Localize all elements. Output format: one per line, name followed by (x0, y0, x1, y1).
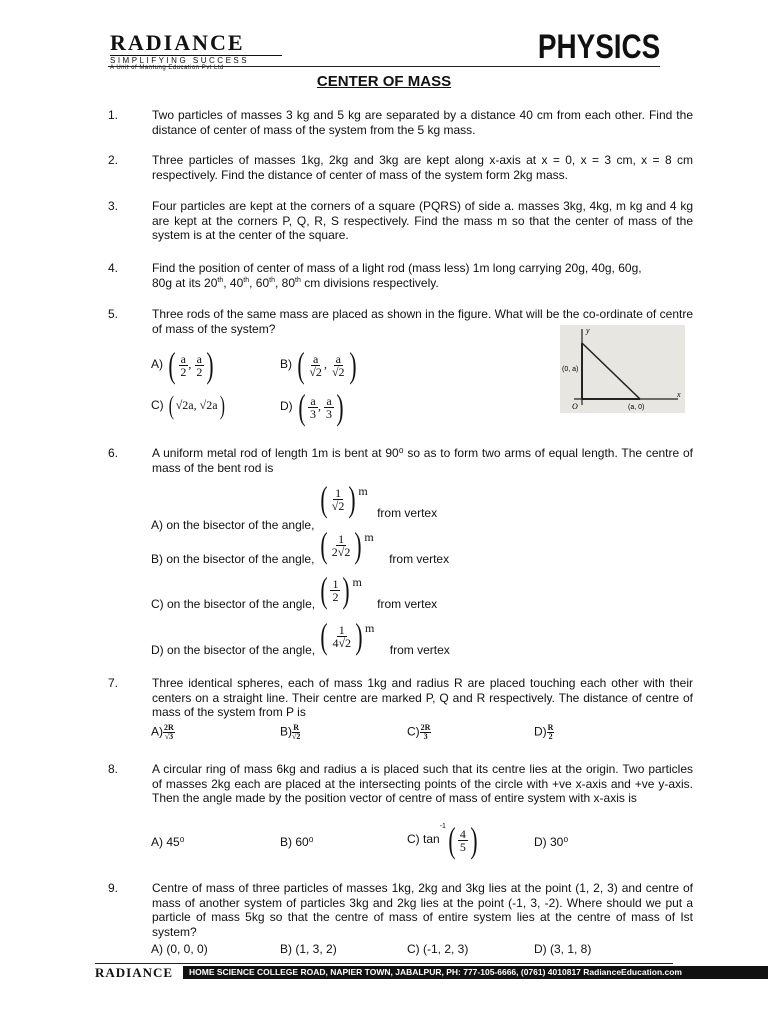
q8-option-b: B) 60⁰ (280, 835, 314, 849)
logo-tagline: SIMPLIFYING SUCCESS (110, 55, 282, 65)
question-number: 3. (108, 199, 119, 213)
q5-option-b: B) ( $\frac{a}{√2}$ , $\frac{a}{√2}$ ) (280, 345, 357, 385)
right-paren: ) (206, 345, 214, 385)
option-label: A) on the bisector of the angle, (151, 518, 315, 532)
header-divider (108, 66, 660, 67)
question-text: A circular ring of mass 6kg and radius a is placed such that its centre lies at the origin. Two particles of masses 2kg each are placed at the intersecting points of the circle with +ve x-axis and +ve y-axis. Then the angle made by the position vector of centre of mass of entire system with x-axis is (152, 762, 693, 805)
q7-option-a (151, 724, 175, 741)
x-axis-label: x (677, 390, 681, 399)
q5-option-d: D) ( $\frac{a}{3}$ , $\frac{a}{3}$ ) (280, 387, 344, 427)
fraction: $\frac{a}{√2}$ (309, 351, 322, 379)
logo-text: RADIANCE (110, 30, 245, 55)
option-label: A) (151, 724, 163, 739)
right-paren: ) (348, 345, 357, 385)
right-paren: ) (342, 570, 351, 610)
y-axis-label: y (586, 326, 590, 335)
option-label: C) on the bisector of the angle, (151, 597, 316, 612)
right-paren: ) (336, 387, 344, 427)
q4-th: th (217, 276, 224, 284)
subject-heading: PHYSICS (537, 28, 660, 66)
question-text: Three rods of the same mass are placed as shown in the figure. What will be the co-ordinate of centre of mass of the system? (152, 307, 693, 336)
q4-b: 40 (229, 275, 244, 290)
fraction: $\frac{2R}{3}$ (420, 723, 431, 741)
question-8 (108, 762, 693, 806)
footer (95, 965, 682, 980)
fraction: $\frac{1}{4√2}$ (332, 622, 352, 650)
left-paren: ( (320, 570, 329, 610)
question-1 (108, 108, 693, 137)
q9-option-b: B) (1, 3, 2) (280, 942, 337, 956)
q4-post: cm divisions respectively. (300, 275, 439, 290)
question-text: Find the position of center of mass of a light rod (mass less) 1m long carrying 20g, 40g, 60g, 80g at its 20th, 40th, 60th, 80th cm divisions respectively. (152, 261, 642, 290)
rods-figure (560, 325, 685, 413)
option-suffix: from vertex (377, 597, 438, 612)
fraction: $\frac{1}{√2}$ (331, 485, 345, 513)
left-paren: ( (320, 525, 328, 565)
q4-th: th (243, 276, 250, 284)
option-label: D) (280, 399, 293, 414)
origin-label: O (572, 402, 578, 411)
q6-option-b: B) on the bisector of the angle, ( $\frac{1}{2√2}$ ) m from vertex (151, 525, 450, 567)
left-paren: ( (168, 391, 174, 420)
question-9 (108, 881, 693, 939)
question-text: Centre of mass of three particles of masses 1kg, 2kg and 3kg lies at the point (1, 2, 3) and centre of mass of another system of particles 3kg and 2kg lies at the point (-1, 3, -2). Where should we put a particle of mass 5kg so that the centre of mass of entire system lies at the centre of mass of Ist system? (152, 881, 693, 939)
question-2 (108, 153, 693, 182)
q6-option-d: D) on the bisector of the angle, ( $\frac{1}{4√2}$ ) m from vertex (151, 616, 450, 658)
option-label: B) (280, 357, 292, 372)
question-number: 4. (108, 261, 119, 275)
footer-address: HOME SCIENCE COLLEGE ROAD, NAPIER TOWN, JABALPUR, PH: 777-105-6666, (0761) 4010817 RadianceEducation.com (183, 966, 768, 979)
right-paren: ) (219, 391, 225, 420)
footer-divider (95, 963, 673, 964)
point-x-label: (a, 0) (628, 404, 645, 411)
question-number: 7. (108, 676, 119, 690)
q5-option-c: C) ( √2a, √2a) (151, 391, 225, 420)
fraction: $\frac{R}{√2}$ (292, 723, 301, 741)
option-label: D) (534, 724, 547, 739)
q6-option-c: C) on the bisector of the angle, ( $\frac{1}{2}$ ) m from vertex (151, 570, 438, 612)
fraction: $\frac{a}{3}$ (326, 393, 333, 421)
question-number: 2. (108, 153, 119, 167)
fraction: $\frac{2R}{√3}$ (164, 723, 174, 741)
fraction: $\frac{1}{2}$ (332, 576, 339, 604)
option-suffix: from vertex (389, 643, 450, 658)
q4-a: 20 (204, 275, 218, 290)
q7-option-d (534, 724, 554, 741)
option-label: C) (151, 398, 164, 413)
right-paren: ) (354, 525, 362, 565)
q8-option-c (407, 822, 480, 858)
question-number: 8. (108, 762, 119, 776)
option-label: B) on the bisector of the angle, (151, 552, 315, 567)
page-title: CENTER OF MASS (316, 73, 452, 90)
option-label: C) (407, 724, 420, 739)
option-label: C) tan (407, 832, 440, 847)
right-paren: ) (348, 479, 356, 519)
question-3 (108, 199, 693, 243)
question-text: Three particles of masses 1kg, 2kg and 3kg are kept along x-axis at x = 0, x = 3 cm, x = 8 cm respectively. Find the distance of center of mass of the system form 2kg mass. (152, 153, 693, 182)
question-text: A uniform metal rod of length 1m is bent at 90⁰ so as to form two arms of equal length. The centre of mass of the bent rod is (152, 446, 693, 475)
q9-option-c: C) (-1, 2, 3) (407, 942, 469, 956)
q9-option-d: D) (3, 1, 8) (534, 942, 592, 956)
q4-line-1: Find the position of center of mass of a light rod (mass less) 1m long carrying 20g, 40g, 60g, (152, 261, 642, 275)
left-paren: ( (320, 616, 329, 656)
option-suffix: from vertex (389, 552, 450, 567)
left-paren: ( (298, 387, 306, 427)
radiance-logo (110, 30, 282, 71)
right-paren: ) (470, 820, 478, 860)
question-number: 6. (108, 446, 119, 460)
q9-option-a: A) (0, 0, 0) (151, 942, 208, 956)
fraction: $\frac{a}{√2}$ (331, 351, 345, 379)
option-label: B) (280, 724, 292, 739)
rods-diagram (560, 325, 685, 413)
fraction: $\frac{1}{2√2}$ (331, 531, 351, 559)
left-paren: ( (168, 345, 176, 385)
fraction: $\frac{a}{2}$ (180, 351, 187, 379)
question-number: 9. (108, 881, 119, 895)
right-paren: ) (355, 616, 363, 656)
footer-brand: RADIANCE (95, 965, 174, 980)
q8-option-a: A) 45⁰ (151, 835, 185, 849)
fraction: $\frac{4}{5}$ (459, 826, 466, 854)
option-label: D) on the bisector of the angle, (151, 643, 316, 658)
question-text: Two particles of masses 3 kg and 5 kg are separated by a distance 40 cm from each other. Find the distance of center of mass of the system from the 5 kg mass. (152, 108, 693, 137)
point-y-label: (0, a) (562, 366, 579, 373)
option-sup: -1 (439, 823, 446, 830)
fraction: $\frac{a}{3}$ (310, 393, 317, 421)
question-number: 1. (108, 108, 119, 122)
q5-option-a: A) ( $\frac{a}{2}$ , $\frac{a}{2}$ ) (151, 345, 214, 385)
q4-d: 80 (281, 275, 296, 290)
q7-option-b (280, 724, 300, 741)
option-label: A) (151, 357, 163, 372)
fraction: $\frac{R}{2}$ (547, 723, 554, 741)
q4-th: th (295, 276, 301, 284)
left-paren: ( (448, 820, 456, 860)
q6-option-a: A) on the bisector of the angle, ( $\frac{1}{√2}$ ) m from vertex (151, 479, 438, 532)
q4-pre: 80g at its (152, 275, 205, 290)
q8-option-d: D) 30⁰ (534, 835, 569, 849)
question-number: 5. (108, 307, 119, 321)
option-suffix: from vertex (377, 506, 438, 521)
question-4 (108, 261, 693, 290)
q7-option-c (407, 724, 431, 741)
fraction: $\frac{a}{2}$ (196, 351, 203, 379)
logo-subline: A Unit of Mantung Education Pvt Ltd (110, 65, 224, 71)
question-text: Three identical spheres, each of mass 1kg and radius R are placed touching each other with their centers on a straight line. Their centre are marked P, Q and R respectively. The distance of centre of mass of the system from P is (152, 676, 693, 719)
q4-c: 60 (255, 275, 270, 290)
left-paren: ( (297, 345, 305, 385)
question-6 (108, 446, 693, 475)
q4-th: th (269, 276, 275, 284)
question-7 (108, 676, 693, 720)
question-text: Four particles are kept at the corners of a square (PQRS) of side a. masses 3kg, 4kg, m kg and 4 kg are kept at the corners P, Q, R, S respectively. Find the mass m so that the center of mass of the system is at the center of the square. (152, 199, 693, 242)
left-paren: ( (320, 479, 328, 519)
